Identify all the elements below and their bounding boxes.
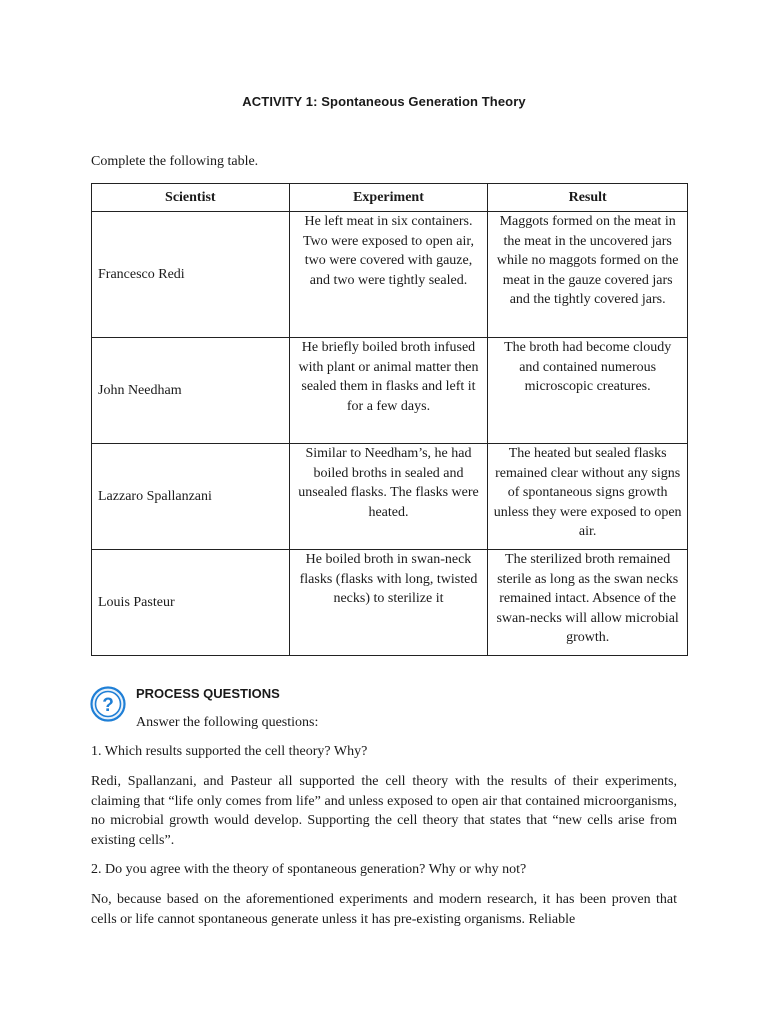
header-result: Result xyxy=(488,184,688,212)
svg-text:?: ? xyxy=(102,695,114,716)
document-title: ACTIVITY 1: Spontaneous Generation Theory xyxy=(242,94,526,109)
question-2: 2. Do you agree with the theory of spontaneous generation? Why or why not? xyxy=(91,862,527,877)
table-row xyxy=(92,212,688,338)
process-questions-subtitle: Answer the following questions: xyxy=(136,715,319,730)
answer-2: No, because based on the aforementioned experiments and modern research, it has been proven that cells or life cannot spontaneous generate unless it has pre-existing organisms. Reliable xyxy=(91,892,677,927)
scientist-cell: Lazzaro Spallanzani xyxy=(92,444,290,550)
process-questions-title: PROCESS QUESTIONS xyxy=(136,686,280,701)
result-cell: The broth had become cloudy and contained numerous microscopic creatures. xyxy=(488,338,688,444)
question-circle-icon xyxy=(90,686,126,722)
table-row xyxy=(92,444,688,550)
table-header-row xyxy=(92,184,688,212)
experiment-cell: Similar to Needham’s, he had boiled broths in sealed and unsealed flasks. The flasks were heated. xyxy=(289,444,488,550)
table-row xyxy=(92,550,688,656)
header-scientist: Scientist xyxy=(92,184,290,212)
experiment-cell: He boiled broth in swan-neck flasks (flasks with long, twisted necks) to sterilize it xyxy=(289,550,488,656)
scientist-cell: Francesco Redi xyxy=(92,212,290,338)
scientist-cell: Louis Pasteur xyxy=(92,550,290,656)
experiment-cell: He briefly boiled broth infused with plant or animal matter then sealed them in flasks and left it for a few days. xyxy=(289,338,488,444)
question-1: 1. Which results supported the cell theory? Why? xyxy=(91,744,368,759)
result-cell: The sterilized broth remained sterile as long as the swan necks remained intact. Absence of the swan-necks will allow microbial growth. xyxy=(488,550,688,656)
experiment-cell: He left meat in six containers. Two were exposed to open air, two were covered with gauze, and two were tightly sealed. xyxy=(289,212,488,338)
scientist-cell: John Needham xyxy=(92,338,290,444)
header-experiment: Experiment xyxy=(289,184,488,212)
result-cell: The heated but sealed flasks remained clear without any signs of spontaneous signs growth unless they were exposed to open air. xyxy=(488,444,688,550)
experiment-table xyxy=(91,183,688,656)
table-row xyxy=(92,338,688,444)
answer-1: Redi, Spallanzani, and Pasteur all supported the cell theory with the results of their experiments, claiming that “life only comes from life” and unless exposed to open air that contained microorganisms, no microbial growth would develop. Supporting the cell theory that states that “new cells arise from existing cells”. xyxy=(91,774,677,848)
result-cell: Maggots formed on the meat in the meat in the uncovered jars while no maggots formed on the meat in the gauze covered jars and the tightly covered jars. xyxy=(488,212,688,338)
table-instruction: Complete the following table. xyxy=(91,154,259,169)
